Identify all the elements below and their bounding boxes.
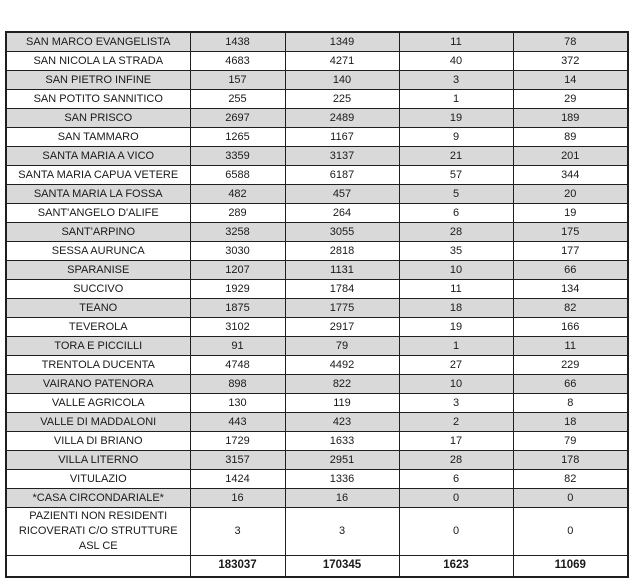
value-cell-2: 1131 bbox=[285, 261, 399, 280]
municipality-name-cell: SAN MARCO EVANGELISTA bbox=[6, 32, 190, 52]
table-row bbox=[6, 356, 628, 375]
value-cell-4: 78 bbox=[513, 32, 628, 52]
table-row bbox=[6, 166, 628, 185]
municipality-name-cell: SANTA MARIA A VICO bbox=[6, 147, 190, 166]
table-row bbox=[6, 489, 628, 508]
totals-value-cell-2: 170345 bbox=[285, 555, 399, 577]
value-cell-2: 2951 bbox=[285, 451, 399, 470]
municipality-name-cell: TORA E PICCILLI bbox=[6, 337, 190, 356]
table-row bbox=[6, 508, 628, 556]
value-cell-2: 3137 bbox=[285, 147, 399, 166]
municipality-name-cell: SAN NICOLA LA STRADA bbox=[6, 52, 190, 71]
municipality-name-cell: SUCCIVO bbox=[6, 280, 190, 299]
value-cell-1: 1265 bbox=[190, 128, 285, 147]
value-cell-1: 255 bbox=[190, 90, 285, 109]
table-body bbox=[6, 32, 628, 555]
value-cell-4: 344 bbox=[513, 166, 628, 185]
municipality-name-cell: PAZIENTI NON RESIDENTI RICOVERATI C/O STRUTTURE ASL CE bbox=[6, 508, 190, 556]
value-cell-1: 4683 bbox=[190, 52, 285, 71]
value-cell-2: 4271 bbox=[285, 52, 399, 71]
municipality-name-cell: VALLE AGRICOLA bbox=[6, 394, 190, 413]
value-cell-1: 1438 bbox=[190, 32, 285, 52]
value-cell-3: 17 bbox=[399, 432, 513, 451]
value-cell-2: 264 bbox=[285, 204, 399, 223]
municipality-name-cell: VAIRANO PATENORA bbox=[6, 375, 190, 394]
value-cell-2: 457 bbox=[285, 185, 399, 204]
value-cell-2: 79 bbox=[285, 337, 399, 356]
value-cell-1: 2697 bbox=[190, 109, 285, 128]
value-cell-2: 1336 bbox=[285, 470, 399, 489]
value-cell-4: 19 bbox=[513, 204, 628, 223]
value-cell-3: 11 bbox=[399, 32, 513, 52]
value-cell-1: 4748 bbox=[190, 356, 285, 375]
value-cell-2: 3 bbox=[285, 508, 399, 556]
value-cell-4: 20 bbox=[513, 185, 628, 204]
table-row bbox=[6, 413, 628, 432]
municipality-name-cell: VITULAZIO bbox=[6, 470, 190, 489]
value-cell-3: 3 bbox=[399, 71, 513, 90]
value-cell-4: 29 bbox=[513, 90, 628, 109]
municipality-name-cell: SANT'ARPINO bbox=[6, 223, 190, 242]
value-cell-4: 8 bbox=[513, 394, 628, 413]
value-cell-4: 177 bbox=[513, 242, 628, 261]
value-cell-2: 2489 bbox=[285, 109, 399, 128]
value-cell-1: 3157 bbox=[190, 451, 285, 470]
value-cell-4: 201 bbox=[513, 147, 628, 166]
totals-row bbox=[6, 555, 628, 577]
value-cell-2: 16 bbox=[285, 489, 399, 508]
value-cell-2: 1784 bbox=[285, 280, 399, 299]
value-cell-3: 5 bbox=[399, 185, 513, 204]
municipality-data-table bbox=[5, 31, 629, 578]
table-row bbox=[6, 71, 628, 90]
value-cell-1: 289 bbox=[190, 204, 285, 223]
table-footer bbox=[6, 555, 628, 577]
value-cell-3: 57 bbox=[399, 166, 513, 185]
table-row bbox=[6, 318, 628, 337]
value-cell-3: 28 bbox=[399, 451, 513, 470]
value-cell-2: 140 bbox=[285, 71, 399, 90]
municipality-name-cell: SESSA AURUNCA bbox=[6, 242, 190, 261]
value-cell-2: 2917 bbox=[285, 318, 399, 337]
table-row bbox=[6, 394, 628, 413]
table-row bbox=[6, 299, 628, 318]
value-cell-3: 9 bbox=[399, 128, 513, 147]
value-cell-3: 40 bbox=[399, 52, 513, 71]
totals-value-cell-4: 11069 bbox=[513, 555, 628, 577]
table-row bbox=[6, 432, 628, 451]
value-cell-4: 79 bbox=[513, 432, 628, 451]
table-row bbox=[6, 375, 628, 394]
value-cell-4: 178 bbox=[513, 451, 628, 470]
municipality-name-cell: VILLA LITERNO bbox=[6, 451, 190, 470]
value-cell-1: 3359 bbox=[190, 147, 285, 166]
table-row bbox=[6, 242, 628, 261]
value-cell-3: 21 bbox=[399, 147, 513, 166]
table-row bbox=[6, 147, 628, 166]
value-cell-2: 119 bbox=[285, 394, 399, 413]
value-cell-2: 225 bbox=[285, 90, 399, 109]
value-cell-2: 1775 bbox=[285, 299, 399, 318]
value-cell-3: 10 bbox=[399, 375, 513, 394]
value-cell-1: 3102 bbox=[190, 318, 285, 337]
value-cell-3: 35 bbox=[399, 242, 513, 261]
value-cell-4: 372 bbox=[513, 52, 628, 71]
value-cell-3: 2 bbox=[399, 413, 513, 432]
table-row bbox=[6, 109, 628, 128]
table-row bbox=[6, 52, 628, 71]
value-cell-1: 3258 bbox=[190, 223, 285, 242]
table-row bbox=[6, 337, 628, 356]
value-cell-1: 1875 bbox=[190, 299, 285, 318]
municipality-name-cell: SAN TAMMARO bbox=[6, 128, 190, 147]
table-row bbox=[6, 223, 628, 242]
totals-value-cell-3: 1623 bbox=[399, 555, 513, 577]
value-cell-3: 1 bbox=[399, 90, 513, 109]
table-row bbox=[6, 204, 628, 223]
table-row bbox=[6, 32, 628, 52]
municipality-name-cell: SPARANISE bbox=[6, 261, 190, 280]
municipality-name-cell: TEVEROLA bbox=[6, 318, 190, 337]
value-cell-4: 229 bbox=[513, 356, 628, 375]
municipality-name-cell: SAN PIETRO INFINE bbox=[6, 71, 190, 90]
value-cell-3: 18 bbox=[399, 299, 513, 318]
value-cell-3: 27 bbox=[399, 356, 513, 375]
value-cell-1: 130 bbox=[190, 394, 285, 413]
value-cell-4: 82 bbox=[513, 299, 628, 318]
value-cell-1: 1424 bbox=[190, 470, 285, 489]
value-cell-1: 3030 bbox=[190, 242, 285, 261]
value-cell-4: 66 bbox=[513, 375, 628, 394]
value-cell-3: 3 bbox=[399, 394, 513, 413]
value-cell-1: 898 bbox=[190, 375, 285, 394]
table-row bbox=[6, 470, 628, 489]
value-cell-3: 28 bbox=[399, 223, 513, 242]
value-cell-1: 1729 bbox=[190, 432, 285, 451]
value-cell-2: 822 bbox=[285, 375, 399, 394]
value-cell-2: 1167 bbox=[285, 128, 399, 147]
value-cell-3: 6 bbox=[399, 470, 513, 489]
table-row bbox=[6, 185, 628, 204]
municipality-name-cell: TEANO bbox=[6, 299, 190, 318]
value-cell-2: 3055 bbox=[285, 223, 399, 242]
value-cell-1: 443 bbox=[190, 413, 285, 432]
totals-value-cell-1: 183037 bbox=[190, 555, 285, 577]
table-row bbox=[6, 280, 628, 299]
municipality-name-cell: *CASA CIRCONDARIALE* bbox=[6, 489, 190, 508]
municipality-name-cell: SANTA MARIA LA FOSSA bbox=[6, 185, 190, 204]
value-cell-1: 157 bbox=[190, 71, 285, 90]
value-cell-4: 18 bbox=[513, 413, 628, 432]
value-cell-3: 10 bbox=[399, 261, 513, 280]
value-cell-4: 82 bbox=[513, 470, 628, 489]
value-cell-4: 189 bbox=[513, 109, 628, 128]
value-cell-3: 19 bbox=[399, 109, 513, 128]
municipality-name-cell: SAN POTITO SANNITICO bbox=[6, 90, 190, 109]
value-cell-1: 1207 bbox=[190, 261, 285, 280]
value-cell-2: 1349 bbox=[285, 32, 399, 52]
value-cell-2: 2818 bbox=[285, 242, 399, 261]
value-cell-2: 1633 bbox=[285, 432, 399, 451]
value-cell-4: 89 bbox=[513, 128, 628, 147]
municipality-name-cell: VALLE DI MADDALONI bbox=[6, 413, 190, 432]
value-cell-4: 134 bbox=[513, 280, 628, 299]
value-cell-1: 1929 bbox=[190, 280, 285, 299]
value-cell-1: 3 bbox=[190, 508, 285, 556]
value-cell-4: 166 bbox=[513, 318, 628, 337]
municipality-name-cell: SAN PRISCO bbox=[6, 109, 190, 128]
table-row bbox=[6, 128, 628, 147]
value-cell-3: 19 bbox=[399, 318, 513, 337]
value-cell-3: 0 bbox=[399, 489, 513, 508]
table-row bbox=[6, 90, 628, 109]
table-row bbox=[6, 261, 628, 280]
municipality-name-cell: SANTA MARIA CAPUA VETERE bbox=[6, 166, 190, 185]
value-cell-3: 11 bbox=[399, 280, 513, 299]
municipality-name-cell: SANT'ANGELO D'ALIFE bbox=[6, 204, 190, 223]
value-cell-1: 16 bbox=[190, 489, 285, 508]
value-cell-4: 66 bbox=[513, 261, 628, 280]
value-cell-4: 0 bbox=[513, 508, 628, 556]
value-cell-4: 11 bbox=[513, 337, 628, 356]
value-cell-1: 6588 bbox=[190, 166, 285, 185]
totals-empty-cell bbox=[6, 555, 190, 577]
value-cell-2: 4492 bbox=[285, 356, 399, 375]
value-cell-3: 0 bbox=[399, 508, 513, 556]
value-cell-1: 482 bbox=[190, 185, 285, 204]
value-cell-2: 6187 bbox=[285, 166, 399, 185]
value-cell-4: 14 bbox=[513, 71, 628, 90]
municipality-name-cell: VILLA DI BRIANO bbox=[6, 432, 190, 451]
value-cell-1: 91 bbox=[190, 337, 285, 356]
value-cell-3: 1 bbox=[399, 337, 513, 356]
value-cell-4: 175 bbox=[513, 223, 628, 242]
value-cell-3: 6 bbox=[399, 204, 513, 223]
table-row bbox=[6, 451, 628, 470]
value-cell-2: 423 bbox=[285, 413, 399, 432]
municipality-name-cell: TRENTOLA DUCENTA bbox=[6, 356, 190, 375]
value-cell-4: 0 bbox=[513, 489, 628, 508]
